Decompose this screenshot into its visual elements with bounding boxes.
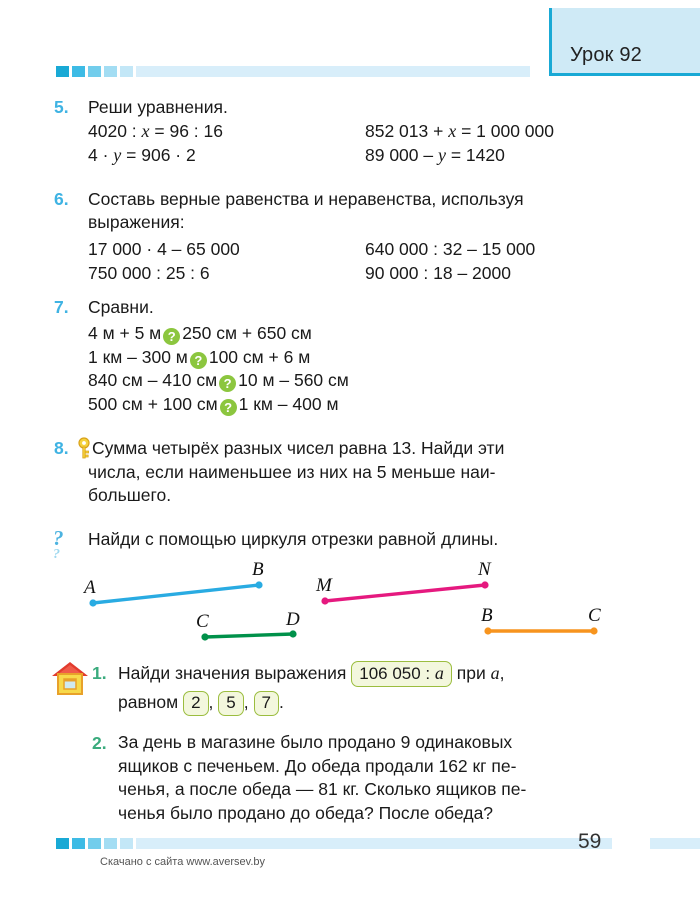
bottom-rule-bar xyxy=(56,838,700,849)
value-box: 2 xyxy=(183,691,208,716)
task-5-title: Реши уравнения. xyxy=(88,97,228,117)
task-8-number: 8. xyxy=(54,438,69,458)
value-separator: , xyxy=(208,692,214,712)
svg-text:?: ? xyxy=(53,526,64,550)
home-task-1-line2-after: . xyxy=(278,692,284,712)
task-6-expression: 90 000 : 18 – 2000 xyxy=(365,262,511,283)
task-5-equation: 4 · y = 906 · 2 xyxy=(88,144,196,165)
task-7-comparison-row xyxy=(88,393,349,417)
comparison-left: 840 см – 410 см xyxy=(88,370,218,390)
home-task-1-text xyxy=(118,661,678,716)
home-task-1-line2 xyxy=(118,691,678,716)
home-task-1-line2-before: равном xyxy=(118,692,179,712)
task-7-comparisons xyxy=(88,322,349,416)
segment-label-d: D xyxy=(286,609,300,630)
rule-square xyxy=(104,66,117,77)
task-8-line: числа, если наименьшее из них на 5 меньше наи- xyxy=(88,461,496,482)
rule-square xyxy=(120,66,133,77)
segment-label-c: C xyxy=(196,611,209,632)
segment-label-c2: C xyxy=(588,605,601,626)
segment-mn xyxy=(321,581,488,604)
segment-ab xyxy=(89,581,262,606)
value-box: 5 xyxy=(218,691,243,716)
task-6-left-column xyxy=(88,238,240,285)
house-icon xyxy=(50,658,90,704)
segment-bc xyxy=(484,627,597,634)
task-7-comparison-row xyxy=(88,369,349,393)
task-7-title: Сравни. xyxy=(88,297,154,317)
svg-text:?: ? xyxy=(53,547,60,560)
task-8-line: большего. xyxy=(88,485,172,505)
task-5-left-column xyxy=(88,120,223,167)
task-6-title-line2: выражения: xyxy=(88,212,185,232)
rule-square xyxy=(56,66,69,77)
rule-tail xyxy=(136,66,530,77)
rule-square xyxy=(120,838,133,849)
comparison-left: 1 км – 300 м xyxy=(88,346,188,367)
task-7-comparison-row xyxy=(88,346,349,370)
rule-tail-right xyxy=(650,838,700,849)
home-task-1-text-before: Найди значения выражения xyxy=(118,663,347,683)
task-5-equation: 852 013 + x = 1 000 000 xyxy=(365,121,554,141)
task-6-expression: 17 000 · 4 – 65 000 xyxy=(88,239,240,259)
comparison-right: 100 см + 6 м xyxy=(208,346,311,367)
segment-label-a: A xyxy=(84,577,96,598)
site-note: Скачано с сайта www.aversev.by xyxy=(100,856,266,868)
task-5-equation: 4020 : x = 96 : 16 xyxy=(88,121,223,141)
question-badge-icon: ? xyxy=(220,399,237,416)
home-task-2-line: ченья было продано до обеда? После обеда? xyxy=(118,802,494,823)
rule-square xyxy=(104,838,117,849)
task-5-number: 5. xyxy=(54,97,69,117)
question-badge-icon: ? xyxy=(219,375,236,392)
rule-square xyxy=(56,838,69,849)
task-5-right-column xyxy=(365,120,554,167)
home-task-1-line1 xyxy=(118,661,678,687)
task-compass-line: Найди с помощью циркуля отрезки равной длины. xyxy=(88,529,499,549)
task-6-right-column xyxy=(365,238,535,285)
home-task-2-line: За день в магазине было продано 9 одинаковых xyxy=(118,732,513,752)
comparison-right: 250 см + 650 см xyxy=(182,323,312,343)
segment-label-m: M xyxy=(316,575,332,596)
task-6-number: 6. xyxy=(54,189,69,209)
task-8-text xyxy=(88,437,662,508)
home-task-1-text-after: при a, xyxy=(456,663,505,683)
home-task-2-number: 2. xyxy=(92,733,107,753)
home-task-2-text xyxy=(118,731,678,825)
segments-figure xyxy=(0,555,700,655)
segment-label-n: N xyxy=(478,559,491,580)
task-6-expression: 640 000 : 32 – 15 000 xyxy=(365,239,536,259)
task-7-comparison-row xyxy=(88,322,349,346)
lesson-badge xyxy=(549,8,700,76)
rule-square xyxy=(72,838,85,849)
task-6-expression: 750 000 : 25 : 6 xyxy=(88,262,210,283)
segment-label-b: B xyxy=(252,559,264,580)
value-separator: , xyxy=(243,692,249,712)
home-task-2-line: ящиков с печеньем. До обеда продали 162 кг пе- xyxy=(118,755,517,776)
rule-square xyxy=(88,838,101,849)
question-badge-icon: ? xyxy=(190,352,207,369)
comparison-left: 500 см + 100 см xyxy=(88,393,218,414)
comparison-right: 10 м – 560 см xyxy=(238,370,349,390)
value-box: 7 xyxy=(254,691,279,716)
comparison-right: 1 км – 400 м xyxy=(238,393,339,414)
home-task-1-number: 1. xyxy=(92,663,107,683)
rule-tail xyxy=(136,838,612,849)
lesson-label: Урок 92 xyxy=(570,44,643,66)
rule-square xyxy=(72,66,85,77)
task-6-title-line1: Составь верные равенства и неравенства, используя xyxy=(88,189,524,209)
expression-box: 106 050 : a xyxy=(351,661,452,687)
top-rule-bar xyxy=(56,66,530,77)
segment-label-b2: B xyxy=(481,605,493,626)
home-task-2-line: ченья, а после обеда — 81 кг. Сколько ящиков пе- xyxy=(118,779,527,799)
task-5-equation: 89 000 – y = 1420 xyxy=(365,144,505,165)
task-7-number: 7. xyxy=(54,297,69,317)
comparison-left: 4 м + 5 м xyxy=(88,323,162,343)
question-badge-icon: ? xyxy=(163,328,180,345)
segment-cd xyxy=(201,630,296,640)
rule-square xyxy=(88,66,101,77)
task-8-line: Сумма четырёх разных чисел равна 13. Найди эти xyxy=(92,438,505,458)
page-number: 59 xyxy=(578,830,602,853)
